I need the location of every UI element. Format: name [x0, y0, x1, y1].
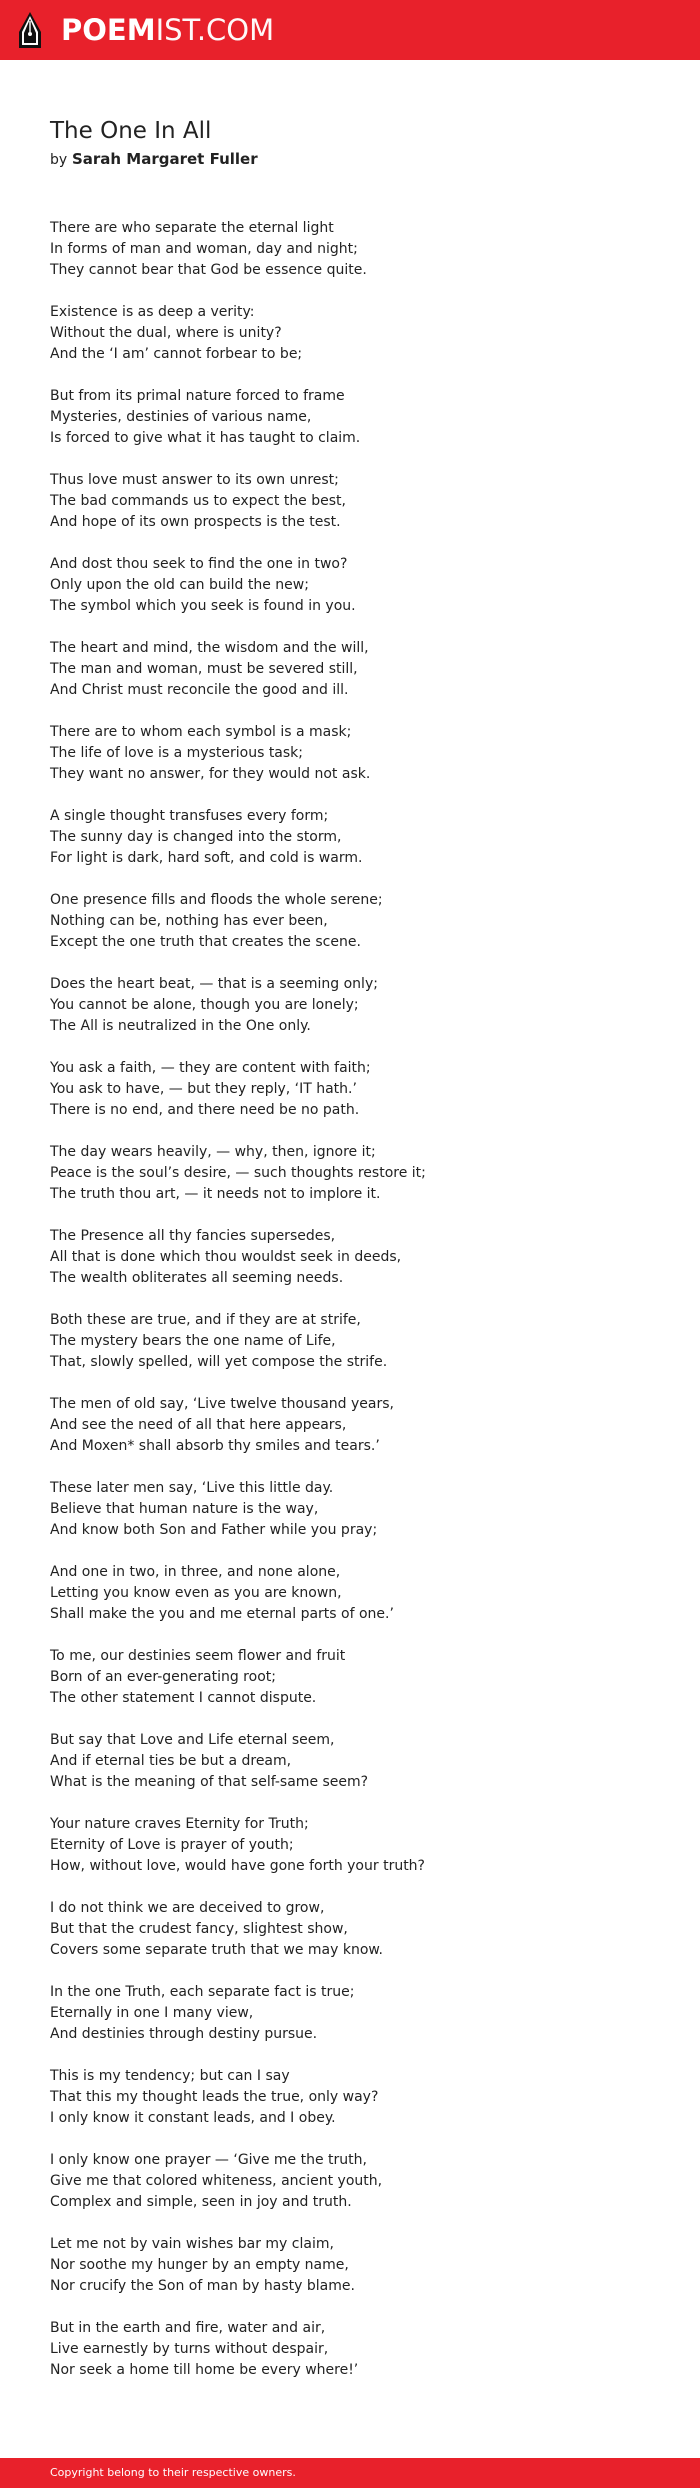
site-logo[interactable]: [61, 14, 274, 46]
poem-line: But that the crudest fancy, slightest show,: [50, 1921, 348, 1937]
poem-line: I only know one prayer — ‘Give me the truth,: [50, 2152, 367, 2168]
poem-line: There are to whom each symbol is a mask;: [50, 724, 352, 740]
stanza: [50, 2150, 650, 2213]
stanza: [50, 2066, 650, 2129]
poem-line: Shall make the you and me eternal parts of one.’: [50, 1606, 394, 1622]
copyright-text: Copyright belong to their respective owners.: [50, 2466, 296, 2479]
poem-line: And Moxen* shall absorb thy smiles and tears.’: [50, 1438, 380, 1454]
poem-line: I do not think we are deceived to grow,: [50, 1900, 325, 1916]
poem-line: Thus love must answer to its own unrest;: [50, 472, 339, 488]
poem-line: Peace is the soul’s desire, — such thoughts restore it;: [50, 1165, 426, 1181]
poem-line: Complex and simple, seen in joy and truth.: [50, 2194, 352, 2210]
poem-line: In the one Truth, each separate fact is true;: [50, 1984, 355, 2000]
stanza: [50, 638, 650, 701]
stanza: [50, 302, 650, 365]
poem-line: And the ‘I am’ cannot forbear to be;: [50, 346, 303, 362]
poem-line: In forms of man and woman, day and night;: [50, 241, 358, 257]
poem-line: For light is dark, hard soft, and cold is warm.: [50, 850, 363, 866]
stanza: [50, 722, 650, 785]
poem-line: You ask to have, — but they reply, ‘IT hath.’: [50, 1081, 357, 1097]
poem-line: But say that Love and Life eternal seem,: [50, 1732, 335, 1748]
poem-line: The day wears heavily, — why, then, ignore it;: [50, 1144, 376, 1160]
stanza: [50, 806, 650, 869]
poem-line: The life of love is a mysterious task;: [50, 745, 304, 761]
poem-line: And know both Son and Father while you pray;: [50, 1522, 378, 1538]
poem-line: Nor crucify the Son of man by hasty blame.: [50, 2278, 355, 2294]
stanza: [50, 1478, 650, 1541]
poem-line: This is my tendency; but can I say: [50, 2068, 290, 2084]
poem-line: But in the earth and fire, water and air,: [50, 2320, 326, 2336]
poem-line: The men of old say, ‘Live twelve thousand years,: [50, 1396, 394, 1412]
poem-line: And dost thou seek to find the one in two?: [50, 556, 348, 572]
poem-line: You ask a faith, — they are content with faith;: [50, 1060, 371, 1076]
poem-line: Is forced to give what it has taught to claim.: [50, 430, 361, 446]
poem-line: The wealth obliterates all seeming needs.: [50, 1270, 344, 1286]
poem-body: [50, 218, 650, 2402]
poem-line: Existence is as deep a verity:: [50, 304, 255, 320]
poem-line: Only upon the old can build the new;: [50, 577, 309, 593]
poem-line: There is no end, and there need be no path.: [50, 1102, 360, 1118]
stanza: [50, 386, 650, 449]
pen-nib-logo-icon[interactable]: [17, 12, 43, 50]
poem-heading: [50, 117, 650, 170]
logo-bold-text: POEM: [61, 13, 156, 47]
poem-line: Letting you know even as you are known,: [50, 1585, 342, 1601]
poem-line: And Christ must reconcile the good and ill.: [50, 682, 349, 698]
stanza: [50, 1058, 650, 1121]
poem-line: And hope of its own prospects is the test.: [50, 514, 341, 530]
poem-title: The One In All: [50, 118, 212, 144]
poem-line: There are who separate the eternal light: [50, 220, 334, 236]
site-footer: [0, 2458, 700, 2488]
poem-line: And see the need of all that here appears,: [50, 1417, 347, 1433]
poem-line: You cannot be alone, though you are lonely;: [50, 997, 359, 1013]
poem-line: Let me not by vain wishes bar my claim,: [50, 2236, 334, 2252]
poem-line: Mysteries, destinies of various name,: [50, 409, 312, 425]
poem-line: One presence fills and floods the whole serene;: [50, 892, 383, 908]
poem-line: That, slowly spelled, will yet compose the strife.: [50, 1354, 388, 1370]
poem-line: The heart and mind, the wisdom and the will,: [50, 640, 369, 656]
by-label: by: [50, 152, 68, 168]
poem-line: Nor seek a home till home be every where!’: [50, 2362, 359, 2378]
stanza: [50, 1982, 650, 2045]
poem-line: The mystery bears the one name of Life,: [50, 1333, 336, 1349]
poem-line: The man and woman, must be severed still,: [50, 661, 358, 677]
poem-line: Your nature craves Eternity for Truth;: [50, 1816, 309, 1832]
stanza: [50, 1898, 650, 1961]
poem-line: Except the one truth that creates the scene.: [50, 934, 361, 950]
poem-line: What is the meaning of that self-same seem?: [50, 1774, 369, 1790]
poem-line: Both these are true, and if they are at strife,: [50, 1312, 361, 1328]
stanza: [50, 1730, 650, 1793]
site-header: [0, 0, 700, 60]
stanza: [50, 2234, 650, 2297]
stanza: [50, 218, 650, 281]
poem-line: A single thought transfuses every form;: [50, 808, 329, 824]
stanza: [50, 890, 650, 953]
logo-light-text: IST.COM: [155, 13, 275, 47]
poem-line: Without the dual, where is unity?: [50, 325, 282, 341]
poem-line: The bad commands us to expect the best,: [50, 493, 346, 509]
poem-line: Nor soothe my hunger by an empty name,: [50, 2257, 349, 2273]
poem-line: Born of an ever-generating root;: [50, 1669, 276, 1685]
poem-line: That this my thought leads the true, only way?: [50, 2089, 379, 2105]
poem-line: Believe that human nature is the way,: [50, 1501, 319, 1517]
poem-line: They want no answer, for they would not ask.: [50, 766, 371, 782]
poem-line: Covers some separate truth that we may know.: [50, 1942, 383, 1958]
poem-line: Eternally in one I many view,: [50, 2005, 254, 2021]
stanza: [50, 974, 650, 1037]
author-name: Sarah Margaret Fuller: [71, 150, 258, 168]
poem-line: And if eternal ties be but a dream,: [50, 1753, 292, 1769]
poem-line: And destinies through destiny pursue.: [50, 2026, 318, 2042]
poem-line: The All is neutralized in the One only.: [50, 1018, 311, 1034]
poem-line: How, without love, would have gone forth your truth?: [50, 1858, 425, 1874]
stanza: [50, 2318, 650, 2381]
poem-line: Eternity of Love is prayer of youth;: [50, 1837, 294, 1853]
poem-line: I only know it constant leads, and I obey.: [50, 2110, 336, 2126]
poem-line: Does the heart beat, — that is a seeming only;: [50, 976, 378, 992]
stanza: [50, 1310, 650, 1373]
poem-line: The other statement I cannot dispute.: [50, 1690, 317, 1706]
byline: [50, 149, 650, 170]
stanza: [50, 1226, 650, 1289]
poem-line: The symbol which you seek is found in you.: [50, 598, 356, 614]
poem-line: Live earnestly by turns without despair,: [50, 2341, 329, 2357]
poem-line: The sunny day is changed into the storm,: [50, 829, 342, 845]
stanza: [50, 554, 650, 617]
poem-line: To me, our destinies seem flower and fruit: [50, 1648, 346, 1664]
poem-line: They cannot bear that God be essence quite.: [50, 262, 367, 278]
stanza: [50, 1646, 650, 1709]
poem-line: All that is done which thou wouldst seek in deeds,: [50, 1249, 402, 1265]
poem-line: The truth thou art, — it needs not to implore it.: [50, 1186, 381, 1202]
stanza: [50, 1814, 650, 1877]
stanza: [50, 1142, 650, 1205]
poem-line: And one in two, in three, and none alone,: [50, 1564, 341, 1580]
poem-line: Give me that colored whiteness, ancient youth,: [50, 2173, 383, 2189]
stanza: [50, 1562, 650, 1625]
poem-line: These later men say, ‘Live this little day.: [50, 1480, 334, 1496]
poem-line: But from its primal nature forced to frame: [50, 388, 345, 404]
poem-line: Nothing can be, nothing has ever been,: [50, 913, 328, 929]
poem-line: The Presence all thy fancies supersedes,: [50, 1228, 336, 1244]
stanza: [50, 470, 650, 533]
stanza: [50, 1394, 650, 1457]
